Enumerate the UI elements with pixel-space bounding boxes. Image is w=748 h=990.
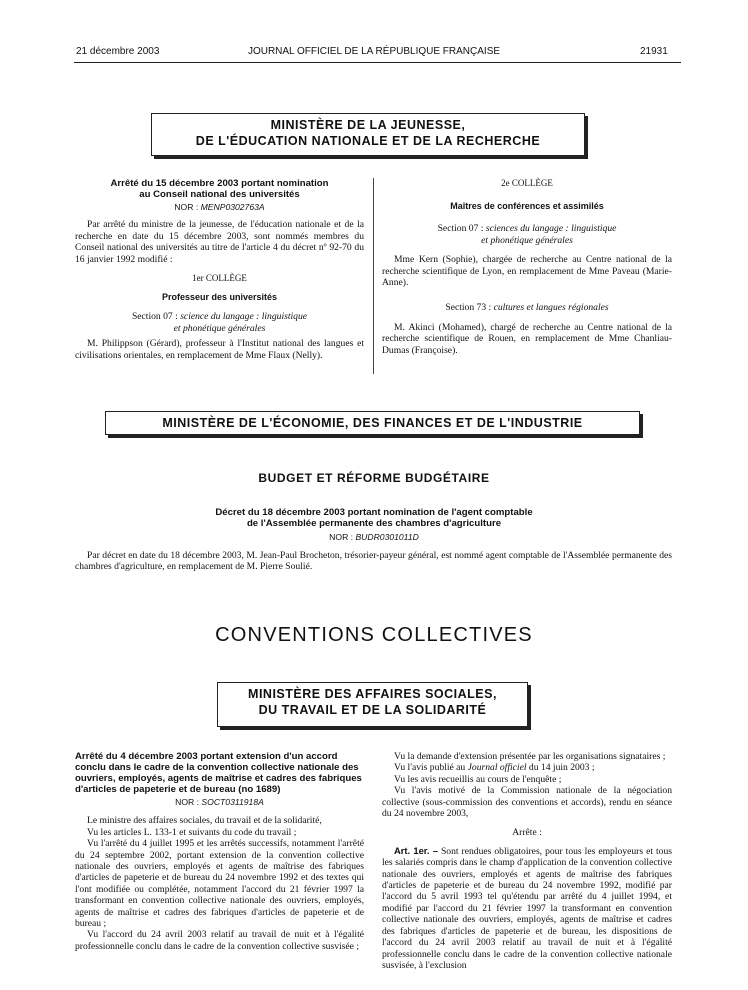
ministry-box-education <box>151 113 585 156</box>
visa-paragraph: Vu les avis recueillis au cours de l'enquête ; <box>394 773 562 785</box>
arrete-label: Arrête : <box>512 827 542 839</box>
header-page-number: 21931 <box>640 46 668 57</box>
conventions-heading: CONVENTIONS COLLECTIVES <box>215 624 533 646</box>
arrete-title-line2: au Conseil national des universités <box>139 189 300 200</box>
college1-title: Professeur des universités <box>161 292 278 303</box>
visa-paragraph-journal: Vu l'avis publié au Journal officiel du 14 juin 2003 ; <box>394 762 595 774</box>
article-1 <box>382 845 672 971</box>
section1-left-column <box>75 178 364 361</box>
college2-section07: Section 07 : sciences du langage : linguistique et phonétique générales <box>437 223 617 246</box>
column-divider <box>373 178 374 374</box>
college2-section73: Section 73 : cultures et langues régionales <box>445 302 609 314</box>
ministry-box-affaires-sociales <box>217 682 528 727</box>
decret-title-line2: de l'Assemblée permanente des chambres d'agriculture <box>246 518 502 529</box>
decret-body-text: Par décret en date du 18 décembre 2003, M. Jean-Paul Brocheton, trésorier-payeur général, est nommé agent comptable de l'Assemblée permanente des chambres d'agriculture, en remplacement de M. Pierre Soulié. <box>75 550 672 573</box>
intro-paragraph: Par arrêté du ministre de la jeunesse, de l'éducation nationale et de la recherche en date du 15 décembre 2003, sont nommés membres du Conseil national des universités au titre de l'article 4 du décret nº 92-70 du 16 janvier 1992 modifié : <box>75 219 364 265</box>
college2-title: Maîtres de conférences et assimilés <box>450 201 604 212</box>
header-rule <box>74 62 681 63</box>
visa-paragraph: Vu les articles L. 133-1 et suivants du code du travail ; <box>87 826 297 838</box>
visa-paragraph: Vu l'arrêté du 4 juillet 1995 et les arrêtés successifs, notamment l'arrêté du 24 septembre 2002, portant extension de la convention collective nationale des ouvriers, employés et agents de maîtrise des fabriques d'articles de papeterie et de bureau du 24 novembre 1992 et des textes qui l'ont modifiée ou complétée, notamment l'accord du 21 février 1997 la transformant en convention collective nationale des ouvriers, employés, agents de maîtrise et cadres des fabriques d'articles de papeterie et de bureau ; <box>75 838 364 930</box>
visa-paragraph: Vu l'avis motivé de la Commission nationale de la négociation collective (sous-commission des conventions et accords), rendu en séance du 24 novembre 2003, <box>382 785 672 820</box>
arrete-extension-nor: NOR : SOCT0311918A <box>175 797 264 807</box>
section1-right-column <box>382 178 672 356</box>
ministry-name-line1: MINISTÈRE DES AFFAIRES SOCIALES, <box>248 687 497 701</box>
college1-section: Section 07 : science du langage : linguistique et phonétique générales <box>131 311 308 334</box>
decret-nor-reference: NOR : BUDR0301011D <box>329 532 419 542</box>
college2-member2: M. Akinci (Mohamed), chargé de recherche au Centre national de la recherche scientifique de Rouen, en remplacement de Mme Chanliau-Dumas (Françoise). <box>382 321 672 356</box>
section3-right-column <box>382 751 672 971</box>
ministry-name-line1: MINISTÈRE DE LA JEUNESSE, <box>270 118 466 132</box>
ministry-name-line2: DU TRAVAIL ET DE LA SOLIDARITÉ <box>258 703 487 717</box>
ministry-box-economie <box>105 411 640 435</box>
header-date: 21 décembre 2003 <box>76 46 160 57</box>
college2-heading: 2e COLLÈGE <box>501 178 553 188</box>
arrete-extension-title: Arrêté du 4 décembre 2003 portant extension d'un accord conclu dans le cadre de la convention collective nationale des ouvriers, employés, agents de maîtrise et cadres des fabriques d'articles de papeterie et de bureau (no 1689) <box>75 751 362 795</box>
nor-reference: NOR : MENP0302763A <box>174 202 265 212</box>
decret-title <box>0 507 748 529</box>
visa-paragraph: Vu la demande d'extension présentée par les organisations signataires ; <box>394 751 666 762</box>
section3-left-column <box>75 751 364 952</box>
ministry-name-line2: DE L'ÉDUCATION NATIONALE ET DE LA RECHERCHE <box>195 134 541 148</box>
visa-paragraph: Vu l'accord du 24 avril 2003 relatif au travail de nuit et à l'égalité professionnelle conclu dans le cadre de la convention collective susvisée ; <box>75 929 364 952</box>
visa-paragraph: Le ministre des affaires sociales, du travail et de la solidarité, <box>87 815 322 827</box>
article-1-label: Art. 1er. – <box>394 844 438 856</box>
arrete-title-line1: Arrêté du 15 décembre 2003 portant nomination <box>110 178 329 189</box>
article-1-text: Sont rendues obligatoires, pour tous les employeurs et tous les salariés compris dans le champ d'application de la convention collective nationale des ouvriers, employés et agents de maîtrise des fabriques d'articles de papeterie et de bureau du 24 novembre 1992, modifié par l'accord du 5 avril 1993 tel qu'étendu par arrêté du 4 juillet 1994, et modifié par l'accord du 21 février 1997 la transformant en convention collective nationale des ouvriers, employés, agents de maîtrise et cadres des fabriques d'articles de papeterie et de bureau, les dispositions de l'accord du 24 avril 2003 relatif au travail de nuit et à l'égalité professionnelle conclu dans le cadre de la convention collective nationale susvisée, à l'exclusion <box>382 845 672 971</box>
college2-member1: Mme Kern (Sophie), chargée de recherche au Centre national de la recherche scientifique de Lyon, en remplacement de Mme Paveau (Marie-Anne). <box>382 254 672 289</box>
budget-subheading: BUDGET ET RÉFORME BUDGÉTAIRE <box>258 471 490 485</box>
college1-heading: 1er COLLÈGE <box>192 273 247 284</box>
ministry-name: MINISTÈRE DE L'ÉCONOMIE, DES FINANCES ET DE L'INDUSTRIE <box>162 416 583 430</box>
arrete-title <box>75 178 364 200</box>
header-journal-title: JOURNAL OFFICIEL DE LA RÉPUBLIQUE FRANÇAISE <box>247 46 501 57</box>
college1-member: M. Philippson (Gérard), professeur à l'Institut national des langues et civilisations orientales, en remplacement de Mme Flaux (Nelly). <box>75 338 364 361</box>
decret-title-line1: Décret du 18 décembre 2003 portant nomination de l'agent comptable <box>215 507 533 518</box>
decret-body <box>75 550 672 573</box>
